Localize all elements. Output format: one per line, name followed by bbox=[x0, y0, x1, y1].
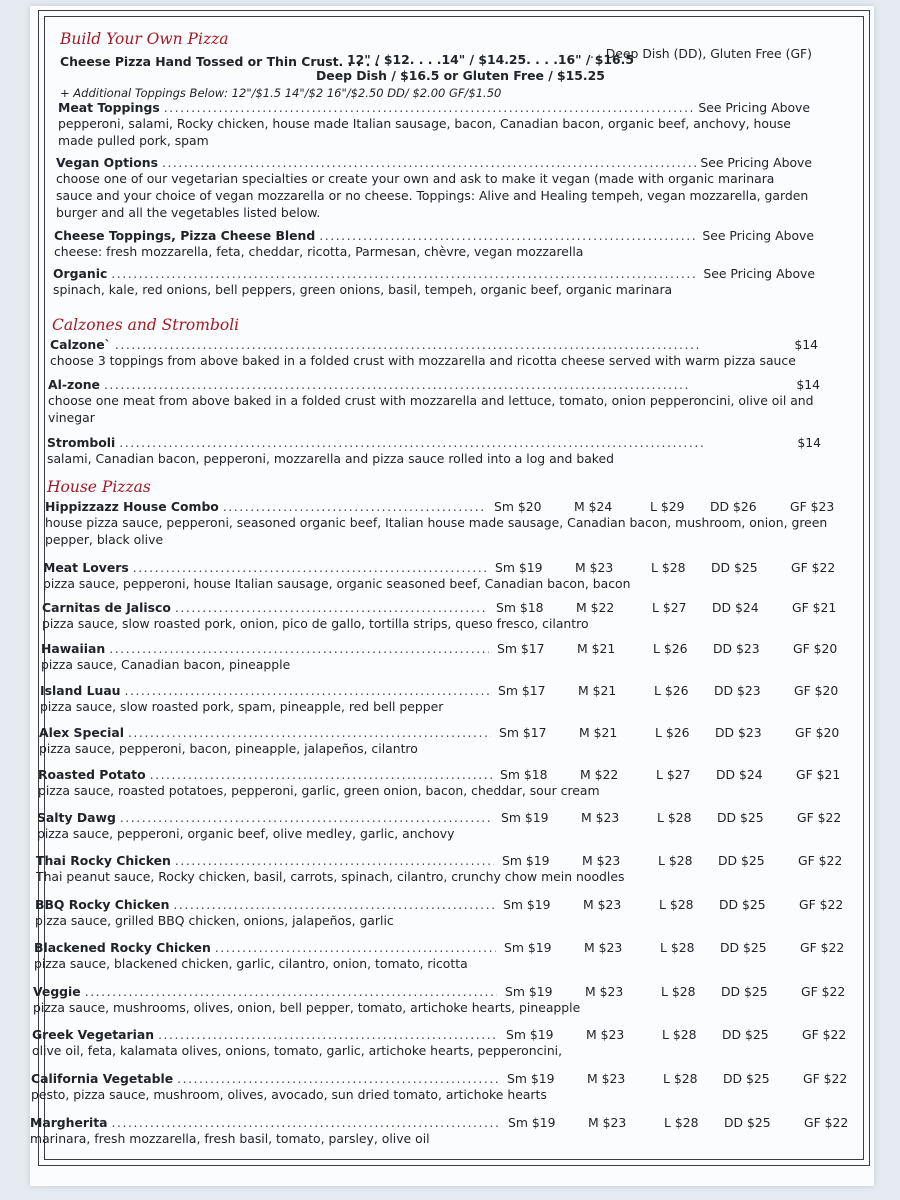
size-prices bbox=[508, 1115, 854, 1130]
item-name: Organic bbox=[53, 266, 108, 281]
price-medium: M $24 bbox=[574, 499, 613, 514]
house-pizza-item bbox=[43, 560, 850, 592]
price-large: L $27 bbox=[656, 767, 691, 782]
price-medium: M $21 bbox=[578, 683, 617, 698]
price-gluten-free: GF $22 bbox=[799, 897, 844, 912]
price-deep-dish: DD $23 bbox=[714, 683, 761, 698]
leader-dots bbox=[125, 683, 490, 698]
item-description: pepperoni, salami, Rocky chicken, house made Italian sausage, bacon, Canadian bacon, organic beef, anchovy, house made pulled pork, spam bbox=[58, 116, 791, 148]
section-title-house: House Pizzas bbox=[47, 478, 151, 496]
price-large: L $26 bbox=[654, 683, 689, 698]
item-price: See Pricing Above bbox=[703, 266, 815, 281]
price-small: Sm $17 bbox=[497, 641, 545, 656]
price-gluten-free: GF $22 bbox=[798, 853, 843, 868]
price-deep-dish: DD $25 bbox=[717, 810, 764, 825]
topping-organic bbox=[53, 266, 815, 298]
size-prices bbox=[494, 499, 840, 514]
price-medium: M $23 bbox=[586, 1027, 625, 1042]
item-name: Hippizzazz House Combo bbox=[45, 499, 219, 514]
section-title-calzones: Calzones and Stromboli bbox=[52, 316, 240, 334]
size-prices bbox=[496, 600, 842, 615]
item-name: Hawaiian bbox=[41, 641, 106, 656]
leader-dots bbox=[223, 499, 486, 514]
item-name: Meat Toppings bbox=[58, 100, 160, 115]
item-description: pizza sauce, roasted potatoes, pepperoni, garlic, green onion, bacon, cheddar, sour cream bbox=[38, 783, 600, 798]
size-prices bbox=[504, 940, 850, 955]
item-name: Salty Dawg bbox=[37, 810, 116, 825]
item-name: Stromboli bbox=[47, 435, 116, 450]
leader-dots bbox=[175, 600, 488, 615]
house-pizza-item bbox=[31, 1071, 850, 1103]
house-pizza-item bbox=[36, 853, 850, 885]
size-prices bbox=[505, 984, 851, 999]
price-small: Sm $19 bbox=[501, 810, 549, 825]
item-name: Veggie bbox=[33, 984, 81, 999]
price-medium: M $21 bbox=[579, 725, 618, 740]
price-deep-dish: DD $25 bbox=[721, 984, 768, 999]
price-gluten-free: GF $22 bbox=[801, 984, 846, 999]
topping-meat bbox=[58, 100, 810, 149]
price-medium: M $23 bbox=[581, 810, 620, 825]
price-gluten-free: GF $22 bbox=[800, 940, 845, 955]
leader-dots bbox=[162, 155, 696, 170]
item-description: salami, Canadian bacon, pepperoni, mozzarella and pizza sauce rolled into a log and baked bbox=[47, 451, 615, 466]
item-description: spinach, kale, red onions, bell peppers, green onions, basil, tempeh, organic beef, organic marinara bbox=[53, 282, 673, 297]
house-pizza-item bbox=[32, 1027, 850, 1059]
alzone-item bbox=[48, 377, 820, 426]
leader-dots bbox=[164, 100, 695, 115]
price-medium: M $22 bbox=[576, 600, 615, 615]
item-price: $14 bbox=[796, 377, 820, 392]
price-gluten-free: GF $22 bbox=[791, 560, 836, 575]
price-deep-dish: DD $24 bbox=[716, 767, 763, 782]
leader-dots bbox=[115, 337, 790, 352]
item-name: California Vegetable bbox=[31, 1071, 174, 1086]
item-description: pizza sauce, pepperoni, bacon, pineapple, jalapeños, cilantro bbox=[39, 741, 418, 756]
price-gluten-free: GF $20 bbox=[794, 683, 839, 698]
cheese-pizza-name: Cheese Pizza Hand Tossed or Thin Crust. . . . . bbox=[60, 54, 380, 69]
price-deep-dish: DD $24 bbox=[712, 600, 759, 615]
price-gluten-free: GF $20 bbox=[795, 725, 840, 740]
price-deep-dish: DD $25 bbox=[724, 1115, 771, 1130]
house-pizza-item bbox=[41, 641, 850, 673]
house-pizza-item bbox=[39, 725, 850, 757]
price-medium: M $23 bbox=[583, 897, 622, 912]
leader-dots bbox=[133, 560, 487, 575]
price-gluten-free: GF $22 bbox=[803, 1071, 848, 1086]
house-pizza-item bbox=[42, 600, 850, 632]
price-large: L $28 bbox=[660, 940, 695, 955]
item-description: pizza sauce, grilled BBQ chicken, onions, jalapeños, garlic bbox=[35, 913, 394, 928]
leader-dots bbox=[104, 377, 792, 392]
item-name: Roasted Potato bbox=[38, 767, 146, 782]
leader-dots bbox=[120, 810, 493, 825]
size-prices bbox=[495, 560, 841, 575]
leader-dots bbox=[111, 266, 699, 281]
house-pizza-item bbox=[40, 683, 850, 715]
price-small: Sm $17 bbox=[499, 725, 547, 740]
item-description: pizza sauce, mushrooms, olives, onion, bell pepper, tomato, artichoke hearts, pineapple bbox=[33, 1000, 581, 1015]
leader-dots bbox=[175, 853, 494, 868]
price-small: Sm $19 bbox=[504, 940, 552, 955]
item-name: BBQ Rocky Chicken bbox=[35, 897, 170, 912]
item-price: $14 bbox=[794, 337, 818, 352]
item-description: marinara, fresh mozzarella, fresh basil, tomato, parsley, olive oil bbox=[30, 1131, 430, 1146]
price-gluten-free: GF $21 bbox=[796, 767, 841, 782]
price-medium: M $23 bbox=[588, 1115, 627, 1130]
price-small: Sm $19 bbox=[505, 984, 553, 999]
size-prices bbox=[500, 767, 846, 782]
size-prices bbox=[507, 1071, 853, 1086]
price-medium: M $23 bbox=[582, 853, 621, 868]
item-description: pesto, pizza sauce, mushroom, olives, avocado, sun dried tomato, artichoke hearts bbox=[31, 1087, 547, 1102]
item-description: olive oil, feta, kalamata olives, onions, tomato, garlic, artichoke hearts, pepperoncini, bbox=[32, 1043, 563, 1058]
price-small: Sm $18 bbox=[500, 767, 548, 782]
cheese-pizza-prices: 12" / $12. . . .14" / $14.25. . . .16" / $16.5 bbox=[347, 52, 634, 67]
size-prices bbox=[503, 897, 849, 912]
house-pizza-item bbox=[30, 1115, 850, 1147]
item-price: $14 bbox=[797, 435, 821, 450]
item-description: pizza sauce, slow roasted pork, spam, pineapple, red bell pepper bbox=[40, 699, 444, 714]
item-name: Thai Rocky Chicken bbox=[36, 853, 171, 868]
price-medium: M $22 bbox=[580, 767, 619, 782]
price-small: Sm $19 bbox=[506, 1027, 554, 1042]
item-name: Blackened Rocky Chicken bbox=[34, 940, 211, 955]
item-name: Vegan Options bbox=[56, 155, 158, 170]
price-deep-dish: DD $25 bbox=[723, 1071, 770, 1086]
price-gluten-free: GF $20 bbox=[793, 641, 838, 656]
price-small: Sm $19 bbox=[495, 560, 543, 575]
size-prices bbox=[497, 641, 843, 656]
price-small: Sm $19 bbox=[508, 1115, 556, 1130]
stromboli-item bbox=[47, 435, 821, 467]
price-medium: M $23 bbox=[587, 1071, 626, 1086]
leader-dots bbox=[119, 435, 793, 450]
item-name: Island Luau bbox=[40, 683, 121, 698]
price-medium: M $23 bbox=[585, 984, 624, 999]
item-name: Meat Lovers bbox=[43, 560, 129, 575]
item-name: Alex Special bbox=[39, 725, 124, 740]
price-deep-dish: DD $26 bbox=[710, 499, 757, 514]
price-deep-dish: DD $25 bbox=[719, 897, 766, 912]
topping-cheese bbox=[54, 228, 814, 260]
leader-dots bbox=[112, 1115, 500, 1130]
item-description: choose one meat from above baked in a folded crust with mozzarella and lettuce, tomato, onion pepperoncini, olive oil and vinegar bbox=[48, 393, 814, 425]
price-medium: M $21 bbox=[577, 641, 616, 656]
price-deep-dish: DD $23 bbox=[715, 725, 762, 740]
price-large: L $28 bbox=[661, 984, 696, 999]
item-description: cheese: fresh mozzarella, feta, cheddar, ricotta, Parmesan, chèvre, vegan mozzarella bbox=[54, 244, 584, 259]
size-prices bbox=[498, 683, 844, 698]
item-name: Carnitas de Jalisco bbox=[42, 600, 171, 615]
item-price: See Pricing Above bbox=[702, 228, 814, 243]
price-small: Sm $19 bbox=[502, 853, 550, 868]
leader-dots bbox=[128, 725, 491, 740]
price-deep-dish: DD $25 bbox=[720, 940, 767, 955]
house-pizza-item bbox=[38, 767, 850, 799]
house-pizza-item bbox=[37, 810, 850, 842]
price-gluten-free: GF $22 bbox=[804, 1115, 849, 1130]
item-description: pizza sauce, blackened chicken, garlic, cilantro, onion, tomato, ricotta bbox=[34, 956, 468, 971]
price-small: Sm $19 bbox=[507, 1071, 555, 1086]
price-large: L $28 bbox=[659, 897, 694, 912]
price-deep-dish: DD $25 bbox=[711, 560, 758, 575]
price-large: L $28 bbox=[664, 1115, 699, 1130]
house-pizza-item bbox=[33, 984, 850, 1016]
price-gluten-free: GF $22 bbox=[802, 1027, 847, 1042]
price-deep-dish: DD $25 bbox=[718, 853, 765, 868]
item-price: See Pricing Above bbox=[698, 100, 810, 115]
leader-dots bbox=[173, 897, 495, 912]
price-small: Sm $17 bbox=[498, 683, 546, 698]
item-price: See Pricing Above bbox=[700, 155, 812, 170]
house-pizza-item bbox=[45, 499, 850, 548]
leader-dots bbox=[158, 1027, 498, 1042]
price-deep-dish: DD $23 bbox=[713, 641, 760, 656]
size-prices bbox=[499, 725, 845, 740]
price-small: Sm $19 bbox=[503, 897, 551, 912]
item-description: house pizza sauce, pepperoni, seasoned organic beef, Italian house made sausage, Canadian bacon, mushroom, onion, green pepper, black olive bbox=[45, 515, 828, 547]
price-deep-dish: DD $25 bbox=[722, 1027, 769, 1042]
leader-dots bbox=[85, 984, 497, 999]
item-name: Margherita bbox=[30, 1115, 108, 1130]
house-pizza-item bbox=[34, 940, 850, 972]
price-large: L $28 bbox=[651, 560, 686, 575]
price-large: L $28 bbox=[663, 1071, 698, 1086]
item-name: Cheese Toppings, Pizza Cheese Blend bbox=[54, 228, 316, 243]
item-description: pizza sauce, slow roasted pork, onion, pico de gallo, tortilla strips, queso fresco, cilantro bbox=[42, 616, 589, 631]
price-large: L $28 bbox=[657, 810, 692, 825]
deep-dish-gf-price: Deep Dish / $16.5 or Gluten Free / $15.25 bbox=[316, 68, 605, 83]
price-gluten-free: GF $21 bbox=[792, 600, 837, 615]
price-large: L $29 bbox=[650, 499, 685, 514]
house-pizza-item bbox=[35, 897, 850, 929]
leader-dots bbox=[109, 641, 489, 656]
item-description: pizza sauce, Canadian bacon, pineapple bbox=[41, 657, 291, 672]
price-medium: M $23 bbox=[575, 560, 614, 575]
price-small: Sm $18 bbox=[496, 600, 544, 615]
item-description: choose one of our vegetarian specialties or create your own and ask to make it vegan (made with organic marinara sauce and your choice of vegan mozzarella or no cheese. Toppings: Alive and Healing tempeh, vegan mozzarella, garden burger and all the vegetables listed below. bbox=[56, 171, 809, 220]
size-prices bbox=[501, 810, 847, 825]
price-large: L $28 bbox=[662, 1027, 697, 1042]
leader-dots bbox=[150, 767, 492, 782]
item-name: Greek Vegetarian bbox=[32, 1027, 155, 1042]
item-description: Thai peanut sauce, Rocky chicken, basil, carrots, spinach, cilantro, crunchy chow mein noodles bbox=[36, 869, 625, 884]
leader-dots bbox=[215, 940, 496, 955]
section-title-byo: Build Your Own Pizza bbox=[60, 30, 229, 48]
leader-dots bbox=[319, 228, 698, 243]
item-description: pizza sauce, pepperoni, house Italian sausage, organic seasoned beef, Canadian bacon, bacon bbox=[43, 576, 631, 591]
topping-vegan bbox=[56, 155, 812, 221]
leader-dots bbox=[177, 1071, 499, 1086]
price-large: L $27 bbox=[652, 600, 687, 615]
additional-toppings-pricing: + Additional Toppings Below: 12"/$1.5 14"/$2 16"/$2.50 DD/ $2.00 GF/$1.50 bbox=[60, 86, 502, 100]
calzone-item bbox=[50, 337, 818, 369]
price-large: L $26 bbox=[655, 725, 690, 740]
price-gluten-free: GF $22 bbox=[797, 810, 842, 825]
size-prices bbox=[506, 1027, 852, 1042]
cheese-pizza-options: . . Deep Dish (DD), Gluten Free (GF) bbox=[590, 46, 813, 61]
item-description: choose 3 toppings from above baked in a folded crust with mozzarella and ricotta cheese served with warm pizza sauce bbox=[50, 353, 796, 368]
price-large: L $26 bbox=[653, 641, 688, 656]
item-name: Calzone` bbox=[50, 337, 111, 352]
price-gluten-free: GF $23 bbox=[790, 499, 835, 514]
item-name: Al-zone bbox=[48, 377, 100, 392]
price-large: L $28 bbox=[658, 853, 693, 868]
price-small: Sm $20 bbox=[494, 499, 542, 514]
item-description: pizza sauce, pepperoni, organic beef, olive medley, garlic, anchovy bbox=[37, 826, 455, 841]
size-prices bbox=[502, 853, 848, 868]
price-medium: M $23 bbox=[584, 940, 623, 955]
